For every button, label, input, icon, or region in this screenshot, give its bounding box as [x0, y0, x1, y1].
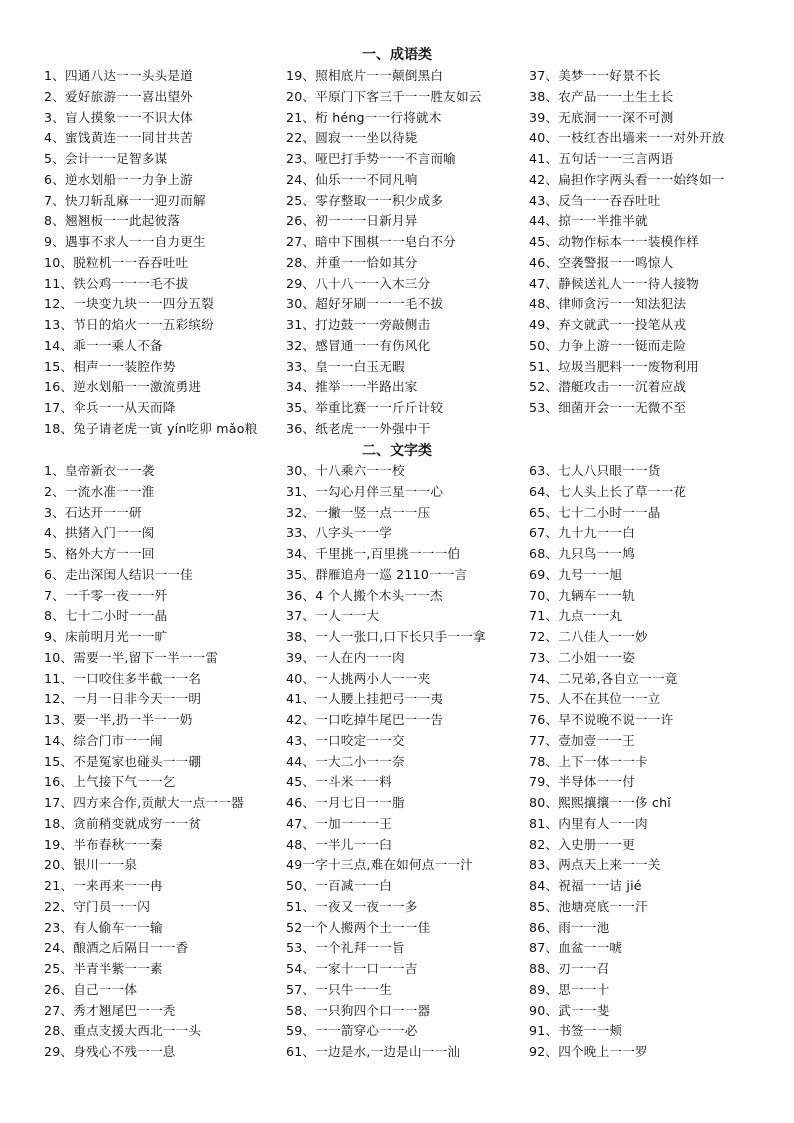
riddle-item: 26、初一一一日新月异 [286, 213, 418, 229]
riddle-item: 36、纸老虎一一外强中干 [286, 420, 431, 436]
riddle-item: 2、一流水准一一淮 [44, 483, 155, 499]
riddle-item: 45、一斗米一一料 [286, 774, 392, 790]
riddle-item: 43、反刍一一吞吞吐吐 [529, 192, 661, 208]
section-title-characters: 二、文字类 [362, 443, 432, 459]
riddle-item: 52、潜艇攻击一一沉着应战 [529, 379, 687, 395]
riddle-item: 9、床前明月光一一旷 [44, 629, 168, 644]
riddle-item: 3、石达开一一研 [44, 504, 142, 520]
riddle-item: 1、皇帝新衣一一袭 [44, 463, 155, 478]
riddle-item: 41、五句话一一三言两语 [529, 151, 674, 166]
riddle-item: 18、贪前稍变就成穷一一贫 [44, 815, 202, 831]
riddle-item: 37、美梦一一好景不长 [529, 68, 661, 83]
riddle-item: 25、半青半紫一一素 [44, 961, 163, 976]
riddle-item: 1、四通八达一一头头是道 [44, 68, 193, 83]
riddle-item: 21、一来再来一一冉 [44, 878, 163, 893]
riddle-item: 4、蜜饯黄连一一同甘共苦 [44, 130, 193, 146]
riddle-item: 13、节日的焰火一一五彩缤纷 [44, 317, 214, 332]
riddle-item: 74、二兄弟,各自立一一竟 [529, 670, 678, 686]
riddle-item: 3、盲人摸象一一不识大体 [44, 109, 193, 125]
riddle-item: 40、一枝红杏出墙来一一对外开放 [529, 130, 725, 146]
riddle-item: 16、逆水划船一一激流勇进 [44, 379, 202, 395]
riddle-item: 51、一夜又一夜一一多 [286, 898, 418, 914]
riddle-item: 31、一勾心月伴三星一一心 [286, 483, 444, 499]
riddle-item: 13、要一半,扔一半一一奶 [44, 712, 193, 727]
riddle-item: 40、一人挑两小人一一夹 [286, 670, 431, 686]
riddle-item: 22、圆寂一一坐以待毙 [286, 130, 418, 146]
riddle-item: 53、一个礼拜一一旨 [286, 940, 405, 956]
riddle-item: 75、人不在其位一一立 [529, 691, 661, 707]
riddle-item: 34、千里挑一,百里挑一一一伯 [286, 546, 461, 561]
riddle-item: 46、一月七日一一脂 [286, 795, 405, 810]
riddle-item: 17、四方来合作,贡献大一点一一器 [44, 795, 244, 810]
riddle-item: 54、一家十一口一一吉 [286, 961, 418, 976]
riddle-item: 27、暗中下围棋一一皂白不分 [286, 234, 456, 249]
riddle-item: 52一个人搬两个土一一佳 [286, 919, 431, 935]
riddle-item: 41、一人腰上挂把弓一一夷 [286, 691, 444, 707]
section-title-idioms: 一、成语类 [362, 47, 432, 63]
riddle-item: 91、书签一一颊 [529, 1023, 623, 1039]
riddle-item: 73、二小姐一一姿 [529, 649, 635, 665]
riddle-item: 12、一块变九块一一四分五裂 [44, 296, 214, 312]
idiom-column-1 [44, 66, 284, 440]
riddle-item: 18、兔子请老虎一寅 yín吃卯 mǎo粮 [44, 420, 258, 436]
riddle-item: 67、九十九一一白 [529, 525, 635, 541]
riddle-item: 51、垃圾当肥料一一废物利用 [529, 358, 699, 374]
riddle-item: 7、快刀斩乱麻一一迎刃而解 [44, 192, 206, 208]
riddle-item: 10、脱粒机一一吞吞吐吐 [44, 254, 189, 270]
riddle-item: 29、身残心不残一一息 [44, 1044, 176, 1059]
riddle-item: 37、一人一一大 [286, 608, 380, 624]
riddle-item: 82、入史册一一更 [529, 836, 635, 852]
riddle-item: 65、七十二小时一一晶 [529, 504, 661, 520]
idiom-column-3 [529, 66, 769, 419]
riddle-item: 10、需要一半,留下一半一一雷 [44, 649, 219, 665]
riddle-item: 64、七人头上长了草一一花 [529, 483, 687, 499]
riddle-item: 84、祝福一一诘 jié [529, 878, 642, 893]
riddle-item: 26、自己一一体 [44, 981, 138, 997]
riddle-item: 34、推举一一半路出家 [286, 379, 418, 395]
riddle-item: 46、空袭警报一一鸣惊人 [529, 254, 674, 270]
riddle-item: 21、桁 héng一一行将就木 [286, 109, 442, 125]
riddle-item: 28、重点支援大西北一一头 [44, 1023, 202, 1039]
riddle-item: 47、一加一一一王 [286, 815, 392, 831]
riddle-item: 48、律师贪污一一知法犯法 [529, 296, 687, 312]
riddle-item: 76、早不说晚不说一一许 [529, 712, 674, 727]
riddle-item: 28、并重一一恰如其分 [286, 254, 418, 270]
riddle-item: 58、一只狗四个口一一器 [286, 1002, 431, 1018]
character-column-2 [286, 461, 526, 1063]
riddle-item: 15、不是冤家也碰头一一硼 [44, 753, 202, 769]
riddle-item: 29、八十八一一入木三分 [286, 275, 431, 291]
riddle-item: 33、皇一一白玉无暇 [286, 358, 405, 374]
riddle-item: 50、力争上游一一铤而走险 [529, 337, 687, 353]
riddle-item: 38、一人一张口,口下长只手一一拿 [286, 629, 486, 644]
riddle-item: 80、熙熙攘攘一一侈 chǐ [529, 795, 671, 810]
riddle-item: 83、两点天上来一一关 [529, 857, 661, 873]
riddle-item: 24、酿酒之后隔日一一香 [44, 940, 189, 956]
riddle-item: 72、二八佳人一一妙 [529, 629, 648, 644]
riddle-item: 25、零存整取一一积少成多 [286, 192, 444, 208]
character-column-3 [529, 461, 769, 1063]
riddle-item: 47、静候送礼人一一待人接物 [529, 275, 699, 291]
riddle-item: 32、感冒通一一有伤风化 [286, 337, 431, 353]
riddle-item: 42、扁担作字两头看一一始终如一 [529, 171, 725, 187]
riddle-item: 8、七十二小时一一晶 [44, 608, 168, 624]
riddle-item: 24、仙乐一一不同凡响 [286, 171, 418, 187]
riddle-item: 38、农产品一一土生土长 [529, 88, 674, 104]
riddle-item: 19、半布春秋一一秦 [44, 836, 163, 852]
riddle-item: 68、九只鸟一一鸠 [529, 546, 635, 561]
riddle-item: 31、打边鼓一一旁敲侧击 [286, 317, 431, 332]
riddle-item: 39、一人在内一一肉 [286, 649, 405, 665]
riddle-item: 6、逆水划船一一力争上游 [44, 171, 193, 187]
riddle-item: 23、有人偷车一一输 [44, 919, 163, 935]
riddle-item: 14、综合门市一一闹 [44, 732, 163, 748]
riddle-item: 69、九号一一旭 [529, 566, 623, 582]
character-column-1 [44, 461, 284, 1063]
riddle-item: 35、群雁追舟一巡 2110一一言 [286, 566, 468, 582]
riddle-item: 39、无底洞一一深不可测 [529, 109, 674, 125]
riddle-item: 92、四个晚上一一罗 [529, 1044, 648, 1059]
riddle-item: 85、池塘亮底一一汗 [529, 898, 648, 914]
riddle-item: 15、相声一一装腔作势 [44, 358, 176, 374]
riddle-item: 89、思一一十 [529, 981, 610, 997]
riddle-item: 23、哑巴打手势一一不言而喻 [286, 151, 456, 166]
riddle-item: 81、内里有人一一肉 [529, 815, 648, 831]
riddle-item: 49一字十三点,难在如何点一一汁 [286, 857, 473, 873]
riddle-item: 20、银川一一泉 [44, 857, 138, 873]
riddle-item: 30、超好牙刷一一一毛不拔 [286, 296, 444, 312]
riddle-item: 79、半导体一一付 [529, 774, 635, 790]
riddle-item: 49、弃文就武一一投笔从戎 [529, 317, 687, 332]
riddle-item: 42、一口吃掉牛尾巴一一告 [286, 712, 444, 727]
riddle-item: 44、掠一一半推半就 [529, 213, 648, 229]
riddle-item: 61、一边是水,一边是山一一汕 [286, 1044, 461, 1059]
riddle-item: 33、八字头一一学 [286, 525, 392, 541]
riddle-item: 77、壹加壹一一王 [529, 732, 635, 748]
riddle-item: 16、上气接下气一一乞 [44, 774, 176, 790]
riddle-item: 5、格外大方一一回 [44, 546, 155, 561]
riddle-item: 2、爱好旅游一一喜出望外 [44, 88, 193, 104]
riddle-item: 17、伞兵一一从天而降 [44, 400, 176, 415]
riddle-item: 50、一百减一一白 [286, 878, 392, 893]
riddle-item: 22、守门员一一闪 [44, 898, 150, 914]
riddle-item: 9、遇事不求人一一自力更生 [44, 234, 206, 249]
riddle-item: 7、一千零一夜一一歼 [44, 587, 168, 603]
riddle-item: 30、十八乘六一一校 [286, 463, 405, 478]
riddle-item: 20、平原门下客三千一一胜友如云 [286, 88, 482, 104]
riddle-item: 12、一月一日非今天一一明 [44, 691, 202, 707]
riddle-item: 44、一大二小一一奈 [286, 753, 405, 769]
riddle-item: 35、举重比赛一一斤斤计较 [286, 400, 444, 415]
riddle-item: 4、拱猪入门一一阂 [44, 525, 155, 541]
riddle-item: 32、一撇一竖一点一一压 [286, 504, 431, 520]
riddle-item: 45、动物作标本一一装模作样 [529, 234, 699, 249]
riddle-item: 36、4 个人搬个木头一一杰 [286, 587, 443, 603]
riddle-item: 53、细菌开会一一无微不至 [529, 400, 687, 415]
riddle-item: 11、一口咬住多半截一一名 [44, 670, 202, 686]
riddle-item: 90、武一一斐 [529, 1002, 610, 1018]
riddle-item: 19、照相底片一一颠倒黑白 [286, 68, 444, 83]
riddle-item: 70、九辆车一一轨 [529, 587, 635, 603]
riddle-item: 86、雨一一池 [529, 919, 610, 935]
riddle-item: 14、乖一一乘人不备 [44, 337, 163, 353]
riddle-item: 59、一一箭穿心一一必 [286, 1023, 418, 1039]
riddle-item: 48、一半儿一一臼 [286, 836, 392, 852]
riddle-item: 27、秀才翘尾巴一一秃 [44, 1002, 176, 1018]
riddle-item: 6、走出深闺人结识一一佳 [44, 566, 193, 582]
riddle-item: 63、七人八只眼一一货 [529, 463, 661, 478]
idiom-column-2 [286, 66, 526, 440]
riddle-item: 43、一口咬定一一交 [286, 732, 405, 748]
riddle-item: 11、铁公鸡一一一毛不拔 [44, 275, 189, 291]
riddle-item: 5、会计一一足智多谋 [44, 151, 168, 166]
riddle-item: 8、翘翘板一一此起彼落 [44, 213, 181, 229]
riddle-item: 57、一只牛一一生 [286, 981, 392, 997]
riddle-item: 78、上下一体一一卡 [529, 753, 648, 769]
riddle-item: 71、九点一一丸 [529, 608, 623, 624]
riddle-item: 87、血盆一一唬 [529, 940, 623, 956]
riddle-item: 88、刃一一召 [529, 961, 610, 976]
